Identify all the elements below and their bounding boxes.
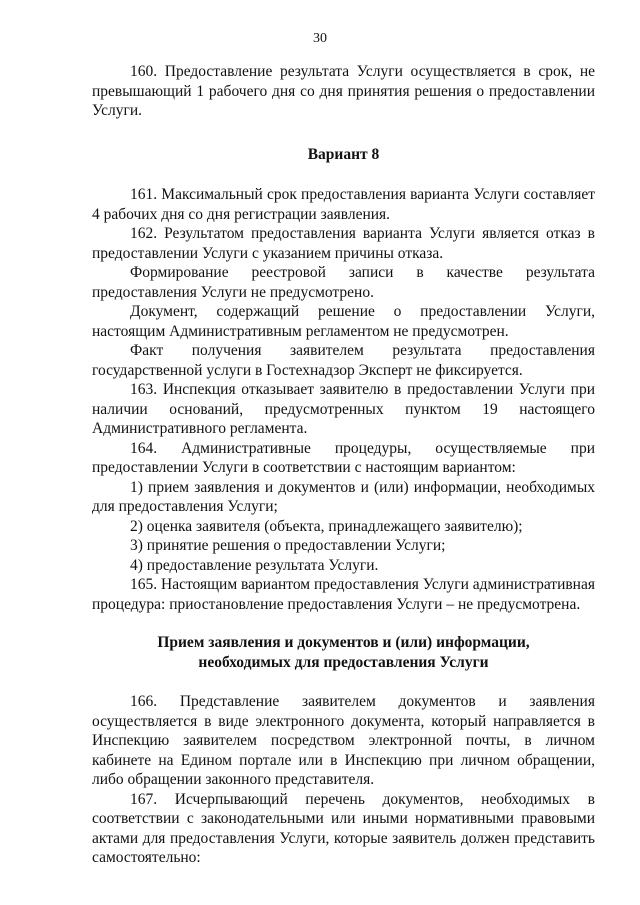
paragraph-161: 161. Максимальный срок предоставления варианта Услуги составляет 4 рабочих дня со дня регистрации заявления. — [92, 186, 595, 223]
paragraph-162: 162. Результатом предоставления варианта Услуги является отказ в предоставлении Услуги с указанием причины отказа. — [92, 225, 595, 262]
list-item-2: 2) оценка заявителя (объекта, принадлежащего заявителю); — [130, 517, 523, 535]
section-heading: Прием заявления и документов и (или) информации, необходимых для предоставления Услуги — [157, 634, 530, 671]
document-body — [92, 62, 595, 868]
paragraph-165: 165. Настоящим вариантом предоставления Услуги административная процедура: приостановление предоставления Услуги – не предусмотрена. — [92, 576, 595, 613]
page-number: 30 — [313, 31, 327, 46]
variant-heading: Вариант 8 — [307, 145, 380, 163]
paragraph-160: 160. Предоставление результата Услуги осуществляется в срок, не превышающий 1 рабочего дня со дня принятия решения о предоставлении Услуги. — [92, 63, 595, 119]
paragraph-167: 167. Исчерпывающий перечень документов, необходимых в соответствии с законодательными или иными нормативными правовыми актами для предоставления Услуги, которые заявитель должен представить самостоятельно: — [92, 790, 595, 866]
paragraph-fact-of-receipt: Факт получения заявителем результата предоставления государственной услуги в Гостехнадзор Эксперт не фиксируется. — [92, 342, 595, 379]
list-item-3: 3) принятие решения о предоставлении Услуги; — [130, 537, 446, 554]
paragraph-163: 163. Инспекция отказывает заявителю в предоставлении Услуги при наличии оснований, предусмотренных пунктом 19 настоящего Административного регламента. — [92, 381, 595, 437]
paragraph-164: 164. Административные процедуры, осуществляемые при предоставлении Услуги в соответствии с настоящим вариантом: — [92, 439, 595, 476]
paragraph-registry-record: Формирование реестровой записи в качестве результата предоставления Услуги не предусмотрено. — [92, 264, 595, 301]
paragraph-166: 166. Представление заявителем документов и заявления осуществляется в виде электронного документа, который направляется в Инспекцию заявителем посредством электронной почты, в личном кабинете на Едином портале или в Инспекцию при личном обращении, либо обращении законного представителя. — [92, 693, 595, 788]
list-item-1: 1) прием заявления и документов и (или) информации, необходимых для предоставления Услуги; — [92, 478, 595, 515]
list-item-4: 4) предоставление результата Услуги. — [130, 556, 379, 574]
paragraph-decision-document: Документ, содержащий решение о предоставлении Услуги, настоящим Административным регламентом не предусмотрен. — [92, 303, 595, 340]
